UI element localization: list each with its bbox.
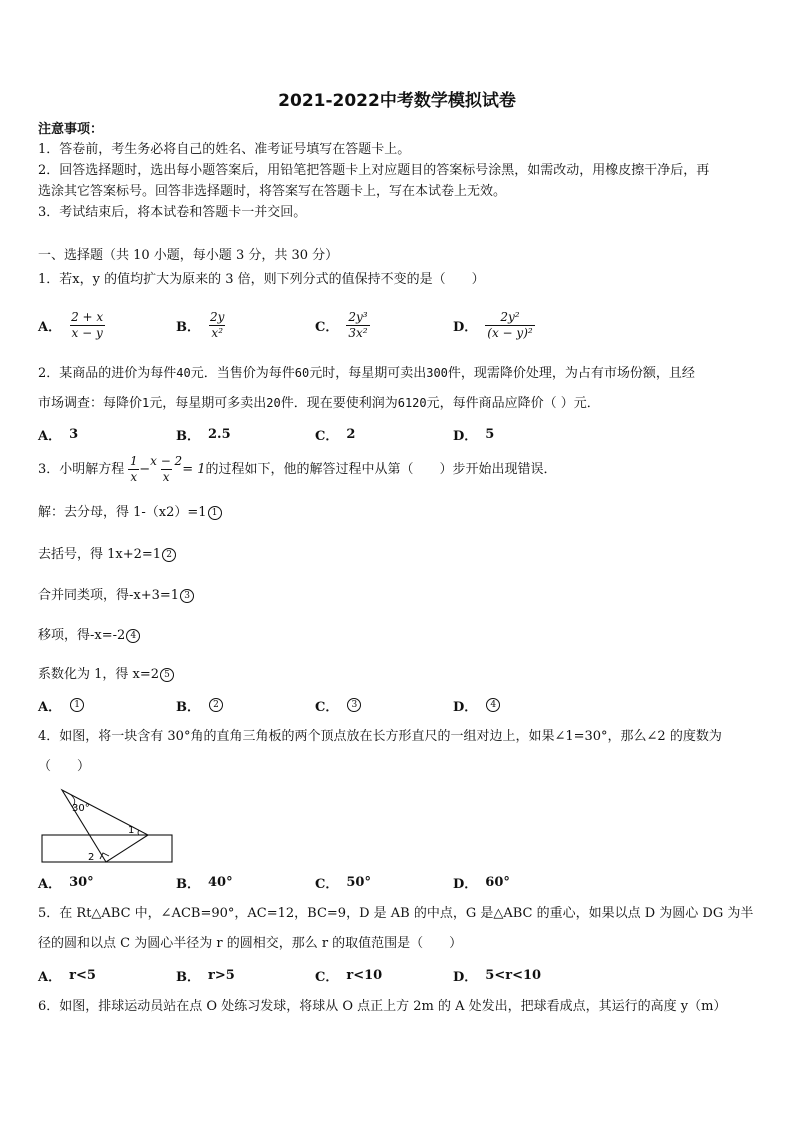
option-label: C． bbox=[315, 428, 339, 444]
solution-step bbox=[38, 503, 222, 523]
option-label: A． bbox=[38, 428, 62, 444]
option-c[interactable] bbox=[315, 955, 382, 995]
circled-number: 1 bbox=[70, 698, 84, 712]
option-label: C． bbox=[315, 699, 339, 715]
fraction bbox=[128, 454, 139, 485]
option-text: 60° bbox=[485, 874, 510, 890]
option-text: r<10 bbox=[346, 967, 383, 983]
question-2-options bbox=[38, 414, 778, 454]
option-label: D． bbox=[453, 876, 478, 892]
value: 40 bbox=[176, 366, 191, 380]
option-a[interactable] bbox=[38, 955, 96, 995]
option-label: D． bbox=[453, 969, 478, 985]
question-5-options bbox=[38, 955, 778, 995]
option-text: r<5 bbox=[69, 967, 96, 983]
question-2-line-1 bbox=[38, 363, 695, 384]
option-a[interactable] bbox=[38, 685, 84, 725]
option-c[interactable] bbox=[315, 414, 355, 454]
value: 1 bbox=[142, 396, 150, 410]
question-1-options bbox=[38, 305, 778, 345]
step-text: 解：去分母，得 1-（x2）=1 bbox=[38, 505, 207, 520]
option-text: 5<r<10 bbox=[485, 967, 542, 983]
step-text: 合并同类项，得-x+3=1 bbox=[38, 588, 180, 603]
circled-number: 4 bbox=[126, 629, 140, 643]
value: 60 bbox=[294, 366, 310, 380]
section-heading: 一、选择题（共 10 小题，每小题 3 分，共 30 分） bbox=[38, 248, 339, 263]
option-text: 30° bbox=[69, 874, 94, 890]
option-b[interactable] bbox=[176, 955, 235, 995]
notice-item: 2．回答选择题时，选出每小题答案后，用铅笔把答题卡上对应题目的答案标号涂黑，如需改动，用橡皮擦干净后，再 bbox=[38, 163, 710, 178]
option-label: A． bbox=[38, 876, 62, 892]
numerator: x − 2 bbox=[150, 454, 183, 468]
option-b[interactable] bbox=[176, 862, 233, 902]
option-a[interactable] bbox=[38, 414, 78, 454]
option-d[interactable] bbox=[453, 414, 494, 454]
numerator: 2y² bbox=[500, 309, 520, 324]
question-4-stem: 4．如图，将一块含有 30°角的直角三角板的两个顶点放在长方形直尺的一组对边上，如果∠1=30°，那么∠2 的度数为 bbox=[38, 729, 722, 744]
option-d[interactable] bbox=[453, 955, 541, 995]
denominator: x bbox=[130, 470, 138, 484]
option-text: 2.5 bbox=[208, 426, 231, 442]
question-1-stem: 1．若x，y 的值均扩大为原来的 3 倍，则下列分式的值保持不变的是（ ） bbox=[38, 272, 485, 287]
text: 市场调查：每降价 bbox=[38, 396, 143, 411]
notice-item: 3．考试结束后，将本试卷和答题卡一并交回。 bbox=[38, 205, 307, 220]
circled-number: 5 bbox=[160, 668, 174, 682]
solution-step bbox=[38, 665, 174, 685]
question-5-line-2: 径的圆和以点 C 为圆心半径为 r 的圆相交，那么 r 的取值范围是（ ） bbox=[38, 936, 463, 951]
denominator: (x − y)² bbox=[487, 325, 533, 340]
option-d[interactable] bbox=[453, 305, 535, 345]
text: 件．现在要使利润为 bbox=[280, 396, 398, 411]
text: 3．小明解方程 bbox=[38, 462, 125, 477]
angle-label-30: 30° bbox=[72, 803, 90, 814]
option-b[interactable] bbox=[176, 685, 223, 725]
text: 元，每星期可多卖出 bbox=[149, 396, 267, 411]
option-label: B． bbox=[176, 969, 200, 985]
page-title: 2021-2022中考数学模拟试卷 bbox=[278, 91, 516, 111]
option-label: D． bbox=[453, 319, 478, 335]
option-a[interactable] bbox=[38, 305, 105, 345]
question-5-line-1: 5．在 Rt△ABC 中，∠ACB=90°，AC=12，BC=9，D 是 AB 的中点，G 是△ABC 的重心，如果以点 D 为圆心 DG 为半 bbox=[38, 906, 754, 921]
option-text: 3 bbox=[69, 426, 79, 442]
value: 20 bbox=[266, 396, 281, 410]
denominator: x² bbox=[211, 325, 223, 340]
notice-item: 选涂其它答案标号。回答非选择题时，将答案写在答题卡上，写在本试卷上无效。 bbox=[38, 184, 507, 199]
ruler-triangle-figure bbox=[38, 783, 178, 867]
equals: = 1 bbox=[182, 462, 206, 477]
circled-number: 4 bbox=[486, 698, 500, 712]
option-label: C． bbox=[315, 319, 339, 335]
option-d[interactable] bbox=[453, 862, 510, 902]
question-2-line-2 bbox=[38, 393, 600, 414]
circled-number: 3 bbox=[180, 589, 194, 603]
operator: − bbox=[139, 462, 151, 477]
option-label: A． bbox=[38, 969, 62, 985]
text: 元时，每星期可卖出 bbox=[309, 366, 427, 381]
option-label: A． bbox=[38, 699, 62, 715]
angle-arc-1 bbox=[138, 830, 139, 835]
value: 300 bbox=[426, 366, 448, 380]
question-6-line-1: 6．如图，排球运动员站在点 O 处练习发球，将球从 O 点正上方 2m 的 A 处发出，把球看成点，其运行的高度 y（m） bbox=[38, 999, 727, 1014]
option-text: 40° bbox=[208, 874, 233, 890]
option-label: C． bbox=[315, 969, 339, 985]
option-label: B． bbox=[176, 319, 200, 335]
question-4-options bbox=[38, 862, 778, 902]
option-label: A． bbox=[38, 319, 62, 335]
question-4-paren: （ ） bbox=[38, 759, 91, 774]
circled-number: 2 bbox=[162, 548, 176, 562]
fraction bbox=[150, 454, 182, 485]
option-label: B． bbox=[176, 428, 200, 444]
option-label: C． bbox=[315, 876, 339, 892]
circled-number: 3 bbox=[347, 698, 361, 712]
option-c[interactable] bbox=[315, 685, 361, 725]
option-label: B． bbox=[176, 876, 200, 892]
solution-step bbox=[38, 545, 176, 565]
option-text: 50° bbox=[346, 874, 371, 890]
solution-step bbox=[38, 626, 140, 646]
option-label: B． bbox=[176, 699, 200, 715]
question-3-stem bbox=[38, 452, 557, 488]
denominator: 3x² bbox=[348, 325, 368, 340]
step-text: 去括号，得 1x+2=1 bbox=[38, 547, 162, 562]
option-c[interactable] bbox=[315, 862, 371, 902]
step-text: 移项，得-x=-2 bbox=[38, 628, 126, 643]
option-d[interactable] bbox=[453, 685, 500, 725]
circled-number: 1 bbox=[208, 506, 222, 520]
text: 2．某商品的进价为每件 bbox=[38, 366, 177, 381]
option-text: r>5 bbox=[208, 967, 235, 983]
ruler-rectangle bbox=[42, 835, 172, 862]
denominator: x bbox=[162, 470, 170, 484]
fraction bbox=[485, 310, 534, 341]
option-b[interactable] bbox=[176, 414, 231, 454]
notice-heading: 注意事项： bbox=[38, 122, 104, 137]
question-3-options bbox=[38, 685, 778, 725]
numerator: 2y bbox=[210, 309, 225, 324]
numerator: 2y³ bbox=[348, 309, 368, 324]
value: 6120 bbox=[397, 396, 427, 410]
solution-step bbox=[38, 586, 194, 606]
angle-label-1: 1 bbox=[128, 825, 135, 836]
option-a[interactable] bbox=[38, 862, 94, 902]
option-text: 2 bbox=[346, 426, 356, 442]
notice-item: 1．答卷前，考生务必将自己的姓名、准考证号填写在答题卡上。 bbox=[38, 142, 411, 157]
step-text: 系数化为 1，得 x=2 bbox=[38, 667, 160, 682]
fraction bbox=[69, 310, 105, 341]
denominator: x − y bbox=[71, 325, 103, 340]
option-text: 5 bbox=[485, 426, 495, 442]
option-label: D． bbox=[453, 428, 478, 444]
angle-label-2: 2 bbox=[88, 852, 95, 863]
circled-number: 2 bbox=[209, 698, 223, 712]
text: 元，每件商品应降价（ ）元． bbox=[426, 396, 600, 411]
numerator: 1 bbox=[129, 454, 138, 468]
option-c[interactable] bbox=[315, 305, 370, 345]
numerator: 2 + x bbox=[71, 309, 104, 324]
fraction bbox=[208, 310, 226, 341]
option-b[interactable] bbox=[176, 305, 226, 345]
text: 元．当售价为每件 bbox=[190, 366, 295, 381]
fraction bbox=[346, 310, 369, 341]
option-label: D． bbox=[453, 699, 478, 715]
text: 的过程如下，他的解答过程中从第（ ）步开始出现错误． bbox=[205, 462, 557, 477]
text: 件，现需降价处理，为占有市场份额，且经 bbox=[447, 366, 695, 381]
